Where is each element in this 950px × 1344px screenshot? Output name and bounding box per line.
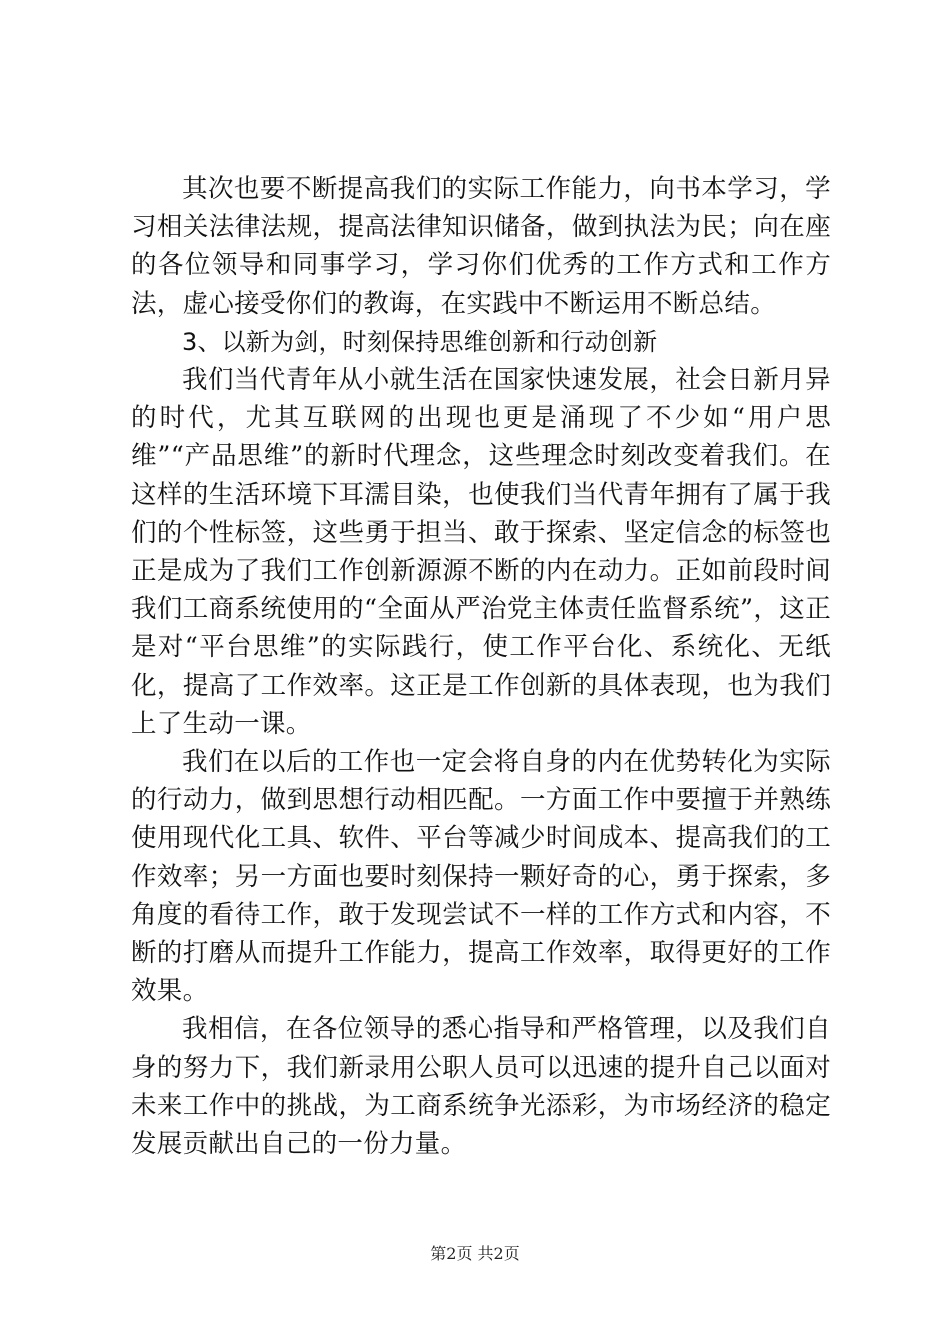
document-body bbox=[131, 170, 831, 1163]
paragraph-youth-innovation: 我们当代青年从小就生活在国家快速发展，社会日新月异的时代，尤其互联网的出现也更是涌现了不少如“用户思维”“产品思维”的新时代理念，这些理念时刻改变着我们。在这样的生活环境下耳濡目染，也使我们当代青年拥有了属于我们的个性标签，这些勇于担当、敢于探索、坚定信念的标签也正是成为了我们工作创新源源不断的内在动力。正如前段时间我们工商系统使用的“全面从严治党主体责任监督系统”，这正是对“平台思维”的实际践行，使工作平台化、系统化、无纸化，提高了工作效率。这正是工作创新的具体表现，也为我们上了生动一课。 bbox=[131, 365, 831, 739]
paragraph-closing: 我相信，在各位领导的悉心指导和严格管理，以及我们自身的努力下，我们新录用公职人员可以迅速的提升自己以面对未来工作中的挑战，为工商系统争光添彩，为市场经济的稳定发展贡献出自己的一份力量。 bbox=[131, 1014, 831, 1160]
paragraph-future-work: 我们在以后的工作也一定会将自身的内在优势转化为实际的行动力，做到思想行动相匹配。一方面工作中要擅于并熟练使用现代化工具、软件、平台等减少时间成本、提高我们的工作效率；另一方面也要时刻保持一颗好奇的心，勇于探索，多角度的看待工作，敢于发现尝试不一样的工作方式和内容，不断的打磨从而提升工作能力，提高工作效率，取得更好的工作效果。 bbox=[131, 747, 831, 1007]
paragraph-work-ability: 其次也要不断提高我们的实际工作能力，向书本学习，学习相关法律法规，提高法律知识储备，做到执法为民；向在座的各位领导和同事学习，学习你们优秀的工作方式和工作方法，虚心接受你们的教诲，在实践中不断运用不断总结。 bbox=[131, 174, 831, 319]
section-heading-innovation: 3、以新为剑，时刻保持思维创新和行动创新 bbox=[182, 327, 658, 356]
page-footer: 第2页 共2页 bbox=[430, 1244, 520, 1263]
